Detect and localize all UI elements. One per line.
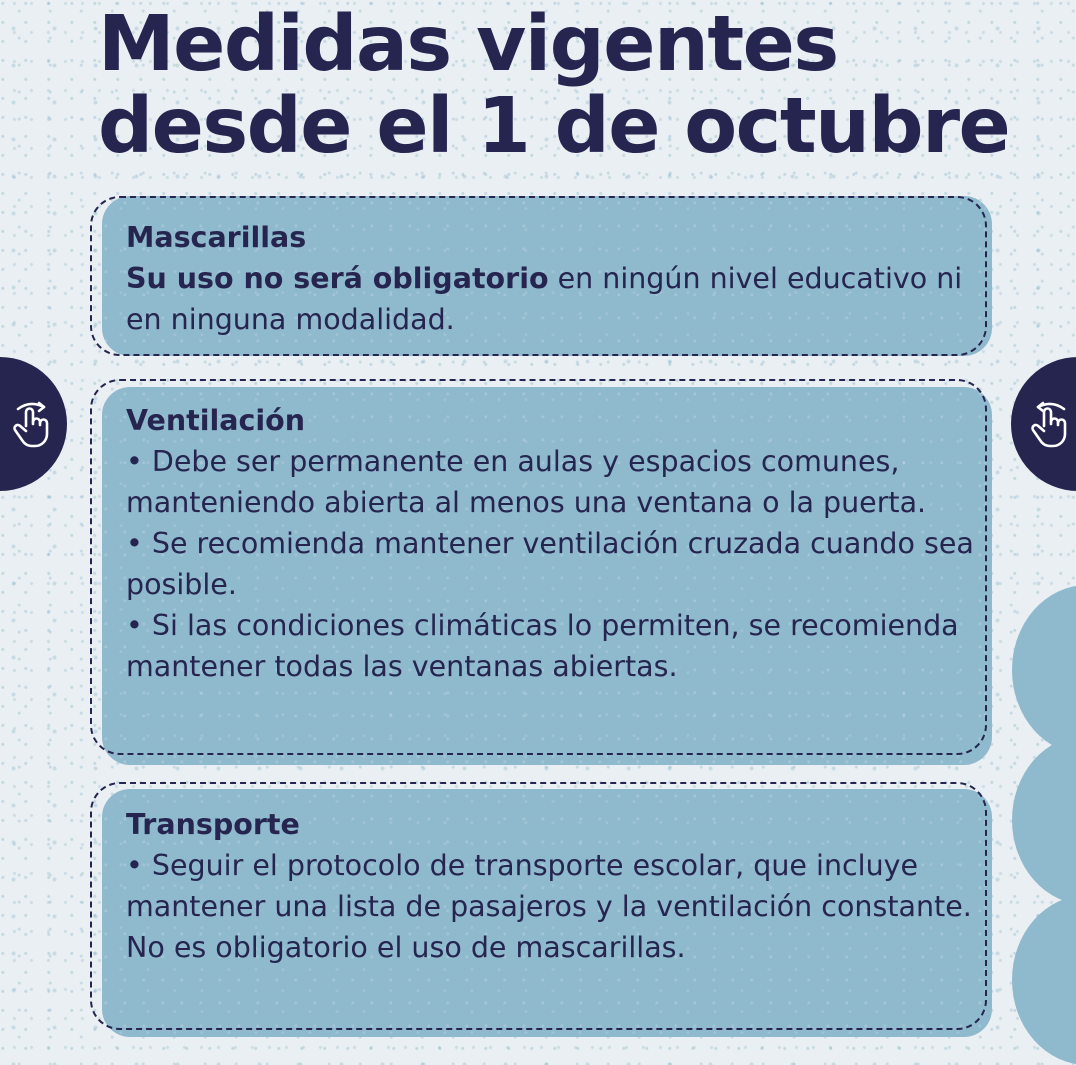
decorative-blob (1012, 735, 1076, 905)
next-slide-button[interactable] (1011, 357, 1076, 491)
decorative-blob (1012, 895, 1076, 1065)
list-item: • Seguir el protocolo de transporte escolar, que incluye mantener una lista de pasajeros y la ventilación constante. No es obligatorio el uso de mascarillas. (126, 849, 972, 964)
card-mascarillas-content (126, 217, 986, 340)
card-ventilacion-heading: Ventilación (126, 404, 306, 437)
page-title-line-2: desde el 1 de octubre (98, 82, 1010, 171)
card-ventilacion-content (126, 400, 986, 687)
card-mascarillas-heading: Mascarillas (126, 221, 307, 254)
list-item: • Si las condiciones climáticas lo permiten, se recomienda mantener todas las ventanas abiertas. (126, 609, 959, 683)
card-transporte-content (126, 804, 986, 968)
card-mascarillas-text (126, 258, 986, 340)
swipe-hand-icon (1028, 400, 1072, 448)
decorative-blob (1012, 585, 1076, 755)
swipe-hand-icon (10, 400, 54, 448)
card-mascarillas-rest: en ningún nivel educativo ni en ninguna modalidad. (126, 262, 963, 336)
page-title-line-1: Medidas vigentes (98, 0, 838, 89)
card-transporte-heading: Transporte (126, 808, 300, 841)
page-title (98, 0, 1010, 171)
list-item: • Se recomienda mantener ventilación cruzada cuando sea posible. (126, 527, 974, 601)
previous-slide-button[interactable] (0, 357, 67, 491)
card-mascarillas-bold-lead: Su uso no será obligatorio (126, 262, 549, 295)
list-item: • Debe ser permanente en aulas y espacios comunes, manteniendo abierta al menos una ventana o la puerta. (126, 445, 927, 519)
